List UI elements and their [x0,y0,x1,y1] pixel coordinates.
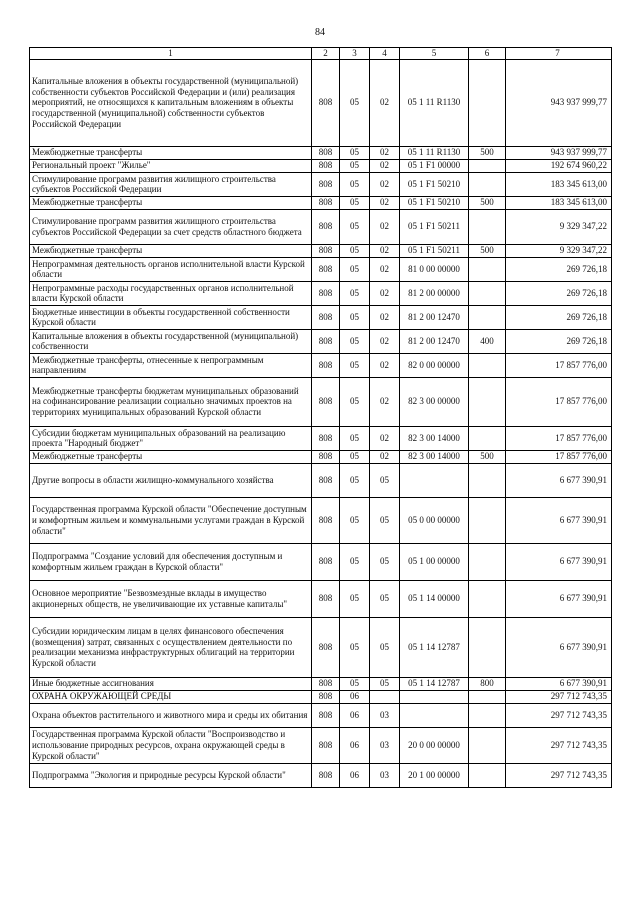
expense-type-code [469,727,506,763]
subsection-code: 05 [370,543,400,580]
row-name: Государственная программа Курской области "Обеспечение доступным и комфортным жильем и коммунальными услугами граждан в Курской области" [30,497,312,543]
subsection-code: 02 [370,244,400,257]
target-article-code: 82 3 00 00000 [400,377,469,426]
subsection-code: 02 [370,257,400,281]
subsection-code: 02 [370,305,400,329]
subsection-code [370,690,400,703]
table-row [30,497,612,543]
header-row [30,48,612,60]
section-code: 05 [340,463,370,497]
section-code: 05 [340,196,370,209]
subsection-code: 05 [370,463,400,497]
row-name: Капитальные вложения в объекты государственной (муниципальной) собственности субъектов Российской Федерации и (или) реализация мероприятий, не относящихся к капитальным вложениям в объекты государственной (муниципальной) собственности субъектов Российской Федерации [30,59,312,146]
expense-type-code [469,159,506,172]
ministry-code: 808 [312,497,340,543]
target-article-code: 05 1 11 R1130 [400,146,469,159]
target-article-code: 05 1 11 R1130 [400,59,469,146]
amount-value: 6 677 390,91 [506,580,612,617]
ministry-code: 808 [312,196,340,209]
expense-type-code [469,703,506,727]
amount-value: 17 857 776,00 [506,353,612,377]
subsection-code: 02 [370,59,400,146]
amount-value: 9 329 347,22 [506,244,612,257]
row-name: Охрана объектов растительного и животного мира и среды их обитания [30,703,312,727]
row-name: Основное мероприятие "Безвозмездные вклады в имущество акционерных обществ, не увеличивающие их уставные капиталы" [30,580,312,617]
ministry-code: 808 [312,172,340,196]
amount-value: 297 712 743,35 [506,727,612,763]
expense-type-code: 500 [469,146,506,159]
expense-type-code [469,426,506,450]
target-article-code: 05 1 00 00000 [400,543,469,580]
table-row [30,146,612,159]
section-code: 05 [340,172,370,196]
amount-value: 269 726,18 [506,257,612,281]
section-code: 05 [340,677,370,690]
table-row [30,763,612,787]
ministry-code: 808 [312,257,340,281]
row-name: Межбюджетные трансферты [30,450,312,463]
table-row [30,377,612,426]
subsection-code: 05 [370,617,400,677]
amount-value: 6 677 390,91 [506,497,612,543]
expense-type-code [469,497,506,543]
row-name: Субсидии юридическим лицам в целях финансового обеспечения (возмещения) затрат, связанных с осуществлением деятельности по реализации механизма инфраструктурных облигаций на территории Курской области [30,617,312,677]
amount-value: 17 857 776,00 [506,450,612,463]
subsection-code: 02 [370,377,400,426]
target-article-code [400,703,469,727]
target-article-code: 82 0 00 00000 [400,353,469,377]
subsection-code: 05 [370,580,400,617]
ministry-code: 808 [312,463,340,497]
subsection-code: 03 [370,727,400,763]
target-article-code: 81 2 00 12470 [400,305,469,329]
expense-type-code [469,209,506,244]
section-code: 05 [340,159,370,172]
row-name: Иные бюджетные ассигнования [30,677,312,690]
amount-value: 269 726,18 [506,329,612,353]
section-code: 05 [340,450,370,463]
target-article-code: 20 0 00 00000 [400,727,469,763]
expense-type-code [469,617,506,677]
target-article-code: 81 2 00 12470 [400,329,469,353]
expense-type-code [469,377,506,426]
target-article-code: 05 1 F1 50210 [400,172,469,196]
subsection-code: 02 [370,172,400,196]
table-row [30,281,612,305]
table-row [30,426,612,450]
column-header: 1 [30,48,312,60]
table-row [30,690,612,703]
table-row [30,305,612,329]
target-article-code: 05 0 00 00000 [400,497,469,543]
expense-type-code: 500 [469,196,506,209]
section-code: 05 [340,209,370,244]
subsection-code: 02 [370,353,400,377]
amount-value: 17 857 776,00 [506,377,612,426]
expense-type-code [469,59,506,146]
table-row [30,257,612,281]
row-name: Межбюджетные трансферты [30,146,312,159]
amount-value: 6 677 390,91 [506,617,612,677]
section-code: 05 [340,580,370,617]
table-row [30,196,612,209]
section-code: 05 [340,146,370,159]
subsection-code: 03 [370,763,400,787]
section-code: 05 [340,244,370,257]
section-code: 05 [340,543,370,580]
row-name: Региональный проект "Жилье" [30,159,312,172]
ministry-code: 808 [312,450,340,463]
subsection-code: 02 [370,281,400,305]
row-name: Непрограммная деятельность органов исполнительной власти Курской области [30,257,312,281]
row-name: Межбюджетные трансферты, отнесенные к непрограммным направлениям [30,353,312,377]
ministry-code: 808 [312,727,340,763]
target-article-code: 05 1 14 12787 [400,677,469,690]
ministry-code: 808 [312,281,340,305]
table-row [30,172,612,196]
amount-value: 192 674 960,22 [506,159,612,172]
target-article-code: 05 1 F1 50211 [400,209,469,244]
ministry-code: 808 [312,244,340,257]
table-row [30,353,612,377]
expense-type-code [469,281,506,305]
amount-value: 6 677 390,91 [506,543,612,580]
ministry-code: 808 [312,329,340,353]
subsection-code: 02 [370,426,400,450]
target-article-code: 82 3 00 14000 [400,426,469,450]
table-row [30,543,612,580]
expense-type-code [469,305,506,329]
target-article-code: 82 3 00 14000 [400,450,469,463]
ministry-code: 808 [312,377,340,426]
table-row [30,450,612,463]
row-name: Межбюджетные трансферты бюджетам муниципальных образований на софинансирование реализации социально значимых проектов на территориях муниципальных образований Курской области [30,377,312,426]
amount-value: 943 937 999,77 [506,59,612,146]
amount-value: 9 329 347,22 [506,209,612,244]
target-article-code: 05 1 F1 50210 [400,196,469,209]
expense-type-code: 400 [469,329,506,353]
section-code: 05 [340,305,370,329]
row-name: Капитальные вложения в объекты государственной (муниципальной) собственности [30,329,312,353]
section-code: 05 [340,329,370,353]
subsection-code: 03 [370,703,400,727]
expense-type-code [469,172,506,196]
section-code: 05 [340,377,370,426]
amount-value: 269 726,18 [506,281,612,305]
expense-type-code [469,463,506,497]
expense-type-code [469,353,506,377]
section-code: 05 [340,257,370,281]
budget-table [29,47,612,788]
subsection-code: 02 [370,450,400,463]
column-header: 6 [469,48,506,60]
ministry-code: 808 [312,617,340,677]
ministry-code: 808 [312,580,340,617]
row-name: Подпрограмма "Создание условий для обеспечения доступным и комфортным жильем граждан в Курской области" [30,543,312,580]
target-article-code: 05 1 14 12787 [400,617,469,677]
target-article-code: 20 1 00 00000 [400,763,469,787]
row-name: Стимулирование программ развития жилищного строительства субъектов Российской Федерации [30,172,312,196]
column-header: 3 [340,48,370,60]
amount-value: 269 726,18 [506,305,612,329]
amount-value: 17 857 776,00 [506,426,612,450]
amount-value: 943 937 999,77 [506,146,612,159]
target-article-code: 81 0 00 00000 [400,257,469,281]
table-row [30,677,612,690]
column-header: 7 [506,48,612,60]
ministry-code: 808 [312,353,340,377]
section-code: 06 [340,763,370,787]
amount-value: 297 712 743,35 [506,690,612,703]
expense-type-code [469,763,506,787]
ministry-code: 808 [312,677,340,690]
ministry-code: 808 [312,426,340,450]
ministry-code: 808 [312,305,340,329]
column-header: 4 [370,48,400,60]
section-code: 05 [340,353,370,377]
row-name: Непрограммные расходы государственных органов исполнительной власти Курской области [30,281,312,305]
table-row [30,244,612,257]
row-name: Государственная программа Курской области "Воспроизводство и использование природных ресурсов, охрана окружающей среды в Курской области" [30,727,312,763]
ministry-code: 808 [312,146,340,159]
subsection-code: 02 [370,196,400,209]
expense-type-code [469,257,506,281]
section-code: 06 [340,690,370,703]
table-row [30,209,612,244]
target-article-code: 05 1 14 00000 [400,580,469,617]
column-header: 5 [400,48,469,60]
subsection-code: 02 [370,209,400,244]
row-name: ОХРАНА ОКРУЖАЮЩЕЙ СРЕДЫ [30,690,312,703]
amount-value: 6 677 390,91 [506,677,612,690]
target-article-code [400,463,469,497]
expense-type-code [469,690,506,703]
subsection-code: 02 [370,159,400,172]
row-name: Другие вопросы в области жилищно-коммунального хозяйства [30,463,312,497]
ministry-code: 808 [312,59,340,146]
subsection-code: 02 [370,329,400,353]
section-code: 06 [340,727,370,763]
ministry-code: 808 [312,703,340,727]
ministry-code: 808 [312,543,340,580]
expense-type-code: 500 [469,244,506,257]
column-header: 2 [312,48,340,60]
page-number: 84 [315,27,325,38]
amount-value: 297 712 743,35 [506,763,612,787]
table-row [30,329,612,353]
section-code: 06 [340,703,370,727]
expense-type-code: 500 [469,450,506,463]
section-code: 05 [340,497,370,543]
expense-type-code [469,580,506,617]
row-name: Межбюджетные трансферты [30,196,312,209]
table-row [30,463,612,497]
amount-value: 183 345 613,00 [506,196,612,209]
subsection-code: 05 [370,497,400,543]
expense-type-code: 800 [469,677,506,690]
table-row [30,580,612,617]
amount-value: 297 712 743,35 [506,703,612,727]
target-article-code: 81 2 00 00000 [400,281,469,305]
target-article-code: 05 1 F1 50211 [400,244,469,257]
ministry-code: 808 [312,209,340,244]
table-row [30,617,612,677]
row-name: Субсидии бюджетам муниципальных образований на реализацию проекта "Народный бюджет" [30,426,312,450]
row-name: Бюджетные инвестиции в объекты государственной собственности Курской области [30,305,312,329]
row-name: Межбюджетные трансферты [30,244,312,257]
ministry-code: 808 [312,763,340,787]
section-code: 05 [340,281,370,305]
table-body [30,48,612,788]
section-code: 05 [340,617,370,677]
table-row [30,159,612,172]
table-row [30,703,612,727]
ministry-code: 808 [312,690,340,703]
subsection-code: 05 [370,677,400,690]
section-code: 05 [340,59,370,146]
ministry-code: 808 [312,159,340,172]
amount-value: 183 345 613,00 [506,172,612,196]
target-article-code [400,690,469,703]
amount-value: 6 677 390,91 [506,463,612,497]
row-name: Стимулирование программ развития жилищного строительства субъектов Российской Федерации за счет средств областного бюджета [30,209,312,244]
table-row [30,59,612,146]
subsection-code: 02 [370,146,400,159]
table-row [30,727,612,763]
section-code: 05 [340,426,370,450]
target-article-code: 05 1 F1 00000 [400,159,469,172]
expense-type-code [469,543,506,580]
row-name: Подпрограмма "Экология и природные ресурсы Курской области" [30,763,312,787]
